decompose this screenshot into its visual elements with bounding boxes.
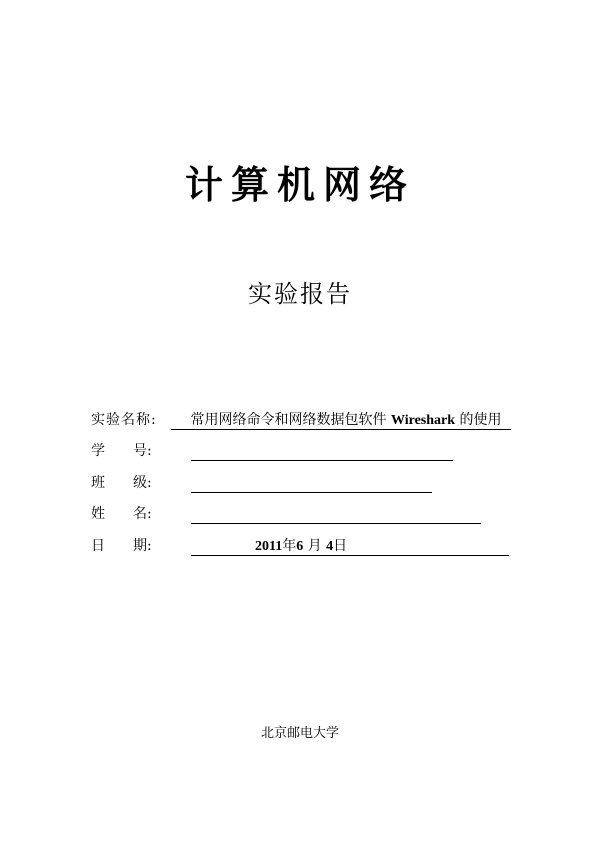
- experiment-name-row: [91, 409, 511, 431]
- class-underline: [191, 492, 432, 493]
- date-label-char1: 日: [91, 538, 105, 554]
- experiment-name-value-prefix: 常用网络命令和网络数据包软件: [190, 412, 387, 428]
- student-id-underline: [191, 460, 453, 461]
- experiment-name-label: 实验名称:: [91, 412, 157, 428]
- experiment-name-value-software: Wireshark: [390, 413, 456, 428]
- date-label-char2: 期:: [133, 538, 152, 554]
- student-id-row: [91, 440, 461, 462]
- date-row: [91, 535, 511, 557]
- experiment-name-underline: [171, 429, 511, 430]
- student-name-underline: [191, 523, 481, 524]
- date-day-unit: 日: [333, 538, 348, 554]
- university-name: 北京邮电大学: [260, 726, 339, 741]
- report-type-title: 实验报告: [248, 280, 352, 308]
- experiment-name-value-suffix: 的使用: [459, 412, 502, 428]
- class-label-char2: 级:: [133, 475, 152, 491]
- date-month: 6: [296, 539, 304, 554]
- date-year-unit: 年: [282, 538, 297, 554]
- class-row: [91, 472, 436, 494]
- student-name-label-char1: 姓: [91, 506, 105, 522]
- date-day: 4: [326, 539, 334, 554]
- date-underline: [191, 555, 509, 556]
- course-title: 计算机网络: [184, 163, 415, 207]
- student-name-label-char2: 名:: [133, 506, 152, 522]
- class-label-char1: 班: [91, 475, 105, 491]
- student-name-row: [91, 503, 486, 525]
- student-id-label-char1: 学: [91, 443, 105, 459]
- student-id-label-char2: 号:: [133, 443, 152, 459]
- date-year: 2011: [255, 539, 283, 554]
- date-month-unit: 月: [307, 538, 322, 554]
